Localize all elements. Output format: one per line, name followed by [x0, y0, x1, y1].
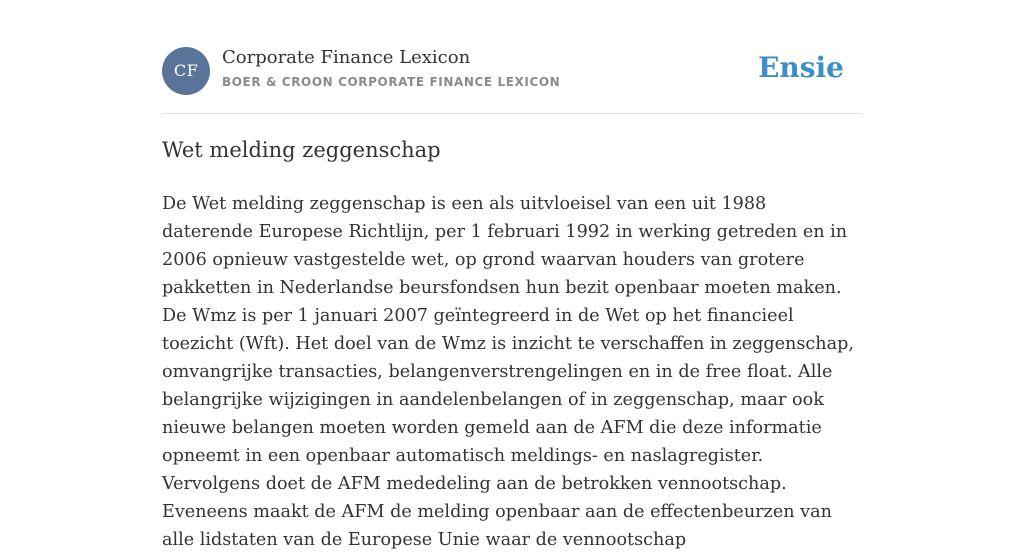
term-title: Wet melding zeggenschap [162, 138, 441, 162]
lexicon-subtitle[interactable]: BOER & CROON CORPORATE FINANCE LEXICON [222, 75, 561, 89]
header-divider [162, 113, 862, 114]
lexicon-header [162, 46, 862, 96]
lexicon-title[interactable]: Corporate Finance Lexicon [222, 47, 471, 68]
term-definition: De Wet melding zeggenschap is een als uitvloeisel van een uit 1988 daterende Europese Richtlijn, per 1 februari 1992 in werking getreden en in 2006 opnieuw vastgestelde wet, op grond waarvan houders van grotere pakketten in Nederlandse beursfondsen hun bezit openbaar moeten maken. De Wmz is per 1 januari 2007 geïntegreerd in de Wet op het financieel toezicht (Wft). Het doel van de Wmz is inzicht te verschaffen in zeggenschap, omvangrijke transacties, belangenverstrengelingen en in de free float. Alle belangrijke wijzigingen in aandelenbelangen of in zeggenschap, maar ook nieuwe belangen moeten worden gemeld aan de AFM die deze informatie opneemt in een openbaar automatisch meldings- en naslagregister. Vervolgens doet de AFM mededeling aan de betrokken vennootschap. Eveneens maakt de AFM de melding openbaar aan de effectenbeurzen van alle lidstaten van de Europese Unie waar de vennootschap [162, 194, 854, 550]
lexicon-avatar[interactable]: CF [162, 47, 210, 95]
ensie-logo[interactable]: Ensie [758, 51, 844, 84]
